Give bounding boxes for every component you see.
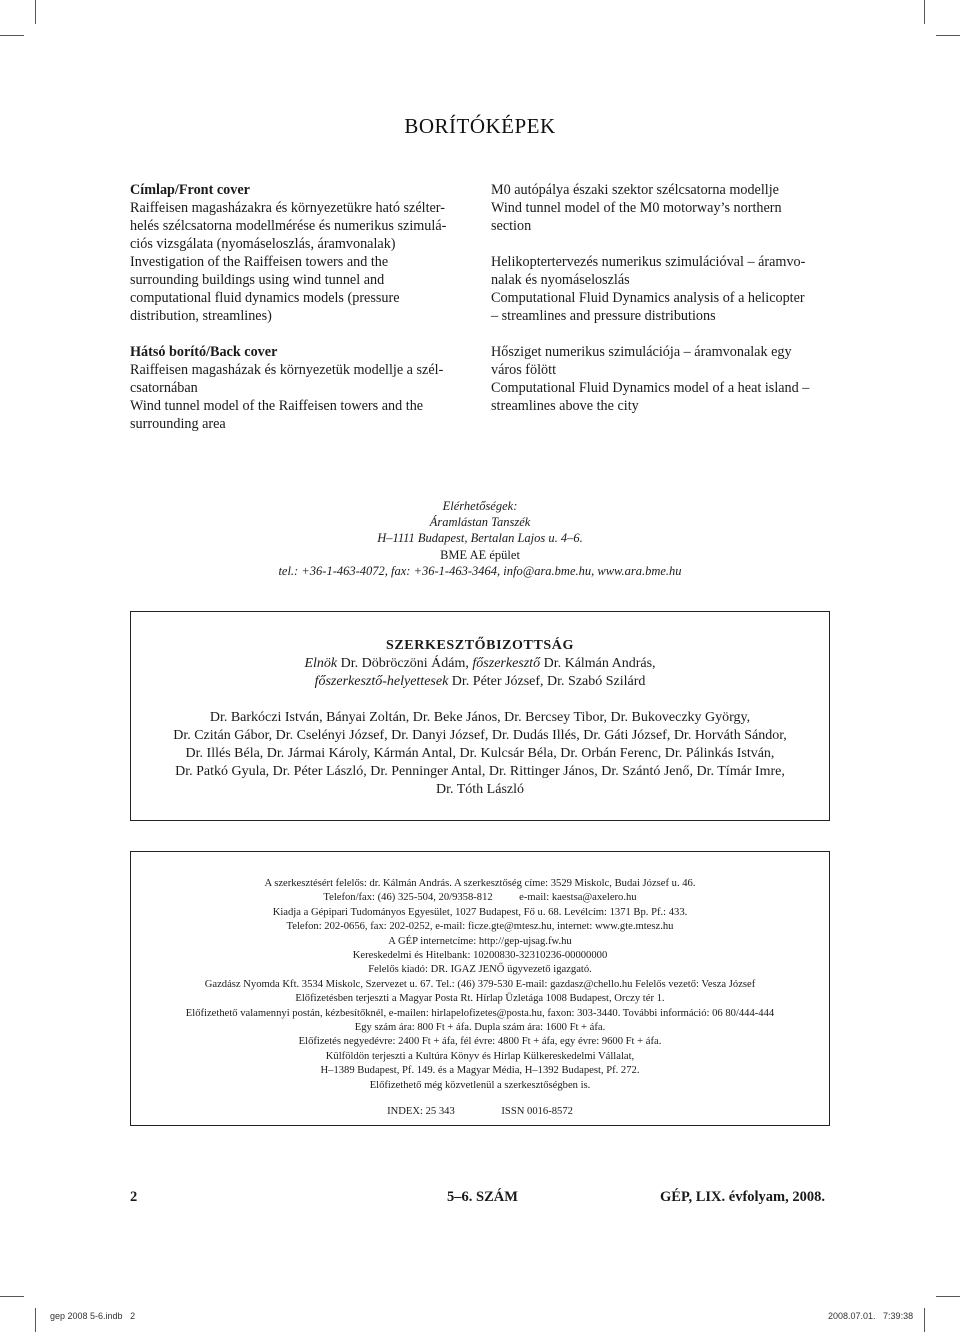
footer-journal: GÉP, LIX. évfolyam, 2008. — [660, 1189, 826, 1205]
members-line: Dr. Illés Béla, Dr. Jármai Károly, Kármán Antal, Dr. Kulcsár Béla, Dr. Orbán Ferenc, Dr. Pálinkás István, — [185, 746, 775, 761]
left-column — [130, 181, 470, 451]
imprint-lines — [131, 877, 829, 1093]
imprint-line: Egy szám ára: 800 Ft + áfa. Dupla szám ára: 1600 Ft + áfa. — [354, 1022, 606, 1034]
members-line: Dr. Tóth László — [435, 782, 524, 797]
footer-page-number: 2 — [130, 1189, 138, 1205]
imprint-line: Felelős kiadó: DR. IGAZ JENŐ ügyvezető igazgató. — [368, 964, 592, 976]
contact-label: Elérhetőségek: — [442, 499, 518, 513]
helicopter-line: Computational Fluid Dynamics analysis of a helicopter — [491, 290, 805, 306]
front-cover-heading: Címlap/Front cover — [130, 182, 250, 198]
crop-mark — [35, 1308, 36, 1332]
crop-mark — [924, 0, 925, 24]
heat-island-line: Computational Fluid Dynamics model of a heat island – — [491, 380, 810, 396]
imprint-line: Előfizetésben terjeszti a Magyar Posta Rt. Hírlap Üzletága 1008 Budapest, Orczy tér 1. — [295, 993, 665, 1005]
contact-phone: tel.: +36-1-463-4072, fax: +36-1-463-3464, info@ara.bme.hu, www.ara.bme.hu — [278, 563, 682, 578]
m0-line: M0 autópálya északi szektor szélcsatorna modellje — [491, 182, 779, 198]
right-column — [491, 181, 836, 433]
front-line: Raiffeisen magasházakra és környezetükre ható szélter- — [130, 200, 445, 216]
m0-line: Wind tunnel model of the M0 motorway’s northern — [491, 200, 782, 216]
front-line: helés szélcsatorna modellmérése és numerikus szimulá- — [130, 218, 447, 234]
board-leaders-line1 — [131, 655, 829, 673]
board-leaders-line2 — [131, 673, 829, 691]
index-issn-row — [131, 1105, 829, 1119]
crop-mark — [35, 0, 36, 24]
editorial-board-box — [130, 611, 830, 821]
contact-dept: Áramlástan Tanszék — [429, 515, 531, 530]
imprint-line: A szerkesztésért felelős: dr. Kálmán András. A szerkesztőség címe: 3529 Miskolc, Budai József u. 46. — [264, 878, 696, 889]
imprint-line: H–1389 Budapest, Pf. 149. és a Magyar Média, H–1392 Budapest, Pf. 272. — [320, 1065, 640, 1077]
slug-timestamp: 2008.07.01. 7:39:38 — [828, 1311, 914, 1321]
members-line: Dr. Barkóczi István, Bányai Zoltán, Dr. Beke János, Dr. Bercsey Tibor, Dr. Bukoveczky György, — [209, 710, 751, 725]
helicopter-line: – streamlines and pressure distributions — [491, 308, 716, 324]
deputy-names: Dr. Péter József, Dr. Szabó Szilárd — [448, 674, 646, 689]
slug-filename: gep 2008 5-6.indb 2 — [50, 1311, 136, 1321]
front-line: surrounding buildings using wind tunnel and — [130, 272, 385, 288]
page-title: BORÍTÓKÉPEK — [404, 114, 556, 138]
contact-block — [0, 498, 960, 579]
imprint-line: Gazdász Nyomda Kft. 3534 Miskolc, Szervezet u. 67. Tel.: (46) 379-530 E-mail: gazdasz@chello.hu Felelős vezető: Vesza József — [204, 978, 756, 990]
crop-mark — [936, 1296, 960, 1297]
imprint-line: A GÉP internetcíme: http://gep-ujsag.fw.hu — [388, 935, 572, 947]
back-line: Wind tunnel model of the Raiffeisen towers and the — [130, 398, 424, 414]
imprint-line: Kereskedelmi és Hitelbank: 10200830-32310236-00000000 — [352, 950, 608, 962]
back-line: csatornában — [130, 380, 198, 396]
editor-role: főszerkesztő — [472, 656, 541, 671]
helicopter-line: nalak és nyomáseloszlás — [491, 272, 630, 288]
front-line: ciós vizsgálata (nyomáseloszlás, áramvonalak) — [130, 236, 396, 252]
chair-role: Elnök — [304, 656, 338, 671]
footer-issue: 5–6. SZÁM — [447, 1189, 518, 1205]
imprint-line: Előfizetés negyedévre: 2400 Ft + áfa, fél évre: 4800 Ft + áfa, egy évre: 9600 Ft + áfa. — [298, 1036, 662, 1048]
heat-island-line: város fölött — [491, 362, 557, 378]
back-cover-heading: Hátsó borító/Back cover — [130, 344, 278, 360]
members-line: Dr. Patkó Gyula, Dr. Péter László, Dr. Penninger Antal, Dr. Rittinger János, Dr. Szántó Jenő, Dr. Tímár Imre, — [175, 764, 785, 779]
imprint-box — [130, 851, 830, 1126]
heat-island-line: streamlines above the city — [491, 398, 639, 414]
back-line: Raiffeisen magasházak és környezetük modellje a szél- — [130, 362, 444, 378]
board-members — [131, 709, 829, 799]
crop-mark — [0, 1296, 24, 1297]
imprint-line: Telefon/fax: (46) 325-504, 20/9358-812 e-mail: kaestsa@axelero.hu — [323, 892, 637, 904]
helicopter-line: Helikoptertervezés numerikus szimulációval – áramvo- — [491, 254, 806, 270]
crop-mark — [936, 35, 960, 36]
front-line: Investigation of the Raiffeisen towers and the — [130, 254, 389, 270]
imprint-line: Előfizethető valamennyi postán, kézbesítőknél, e-mailen: hirlapelofizetes@posta.hu, faxon: 303-3440. További információ: 06 80/444-444 — [185, 1007, 775, 1019]
front-line: distribution, streamlines) — [130, 308, 272, 324]
crop-mark — [924, 1308, 925, 1332]
heat-island-line: Hősziget numerikus szimulációja – áramvonalak egy — [491, 344, 792, 360]
contact-address: H–1111 Budapest, Bertalan Lajos u. 4–6. — [377, 531, 583, 546]
board-heading: SZERKESZTŐBIZOTTSÁG — [385, 638, 575, 653]
m0-line: section — [491, 218, 532, 234]
imprint-line: Előfizethető még közvetlenül a szerkesztőségben is. — [369, 1079, 591, 1091]
chair-name: Dr. Döbröczöni Ádám, — [337, 656, 473, 671]
contact-building: BME AE épület — [440, 547, 520, 562]
issn-number: ISSN 0016-8572 — [501, 1106, 573, 1118]
front-line: computational fluid dynamics models (pressure — [130, 290, 400, 306]
back-line: surrounding area — [130, 416, 226, 432]
imprint-line: Külföldön terjeszti a Kultúra Könyv és Hírlap Külkereskedelmi Vállalat, — [325, 1050, 635, 1062]
imprint-line: Telefon: 202-0656, fax: 202-0252, e-mail: ficze.gte@mtesz.hu, internet: www.gte.mtesz.hu — [286, 921, 674, 933]
deputy-role: főszerkesztő-helyettesek — [314, 674, 449, 689]
imprint-line: Kiadja a Gépipari Tudományos Egyesület, 1027 Budapest, Fő u. 68. Levélcím: 1371 Bp. Pf.: 433. — [272, 906, 688, 918]
editor-name: Dr. Kálmán András, — [540, 656, 656, 671]
index-number: INDEX: 25 343 — [387, 1106, 455, 1118]
members-line: Dr. Czitán Gábor, Dr. Cselényi József, Dr. Danyi József, Dr. Dudás Illés, Dr. Gáti József, Dr. Horváth Sándor, — [173, 728, 787, 743]
crop-mark — [0, 35, 24, 36]
